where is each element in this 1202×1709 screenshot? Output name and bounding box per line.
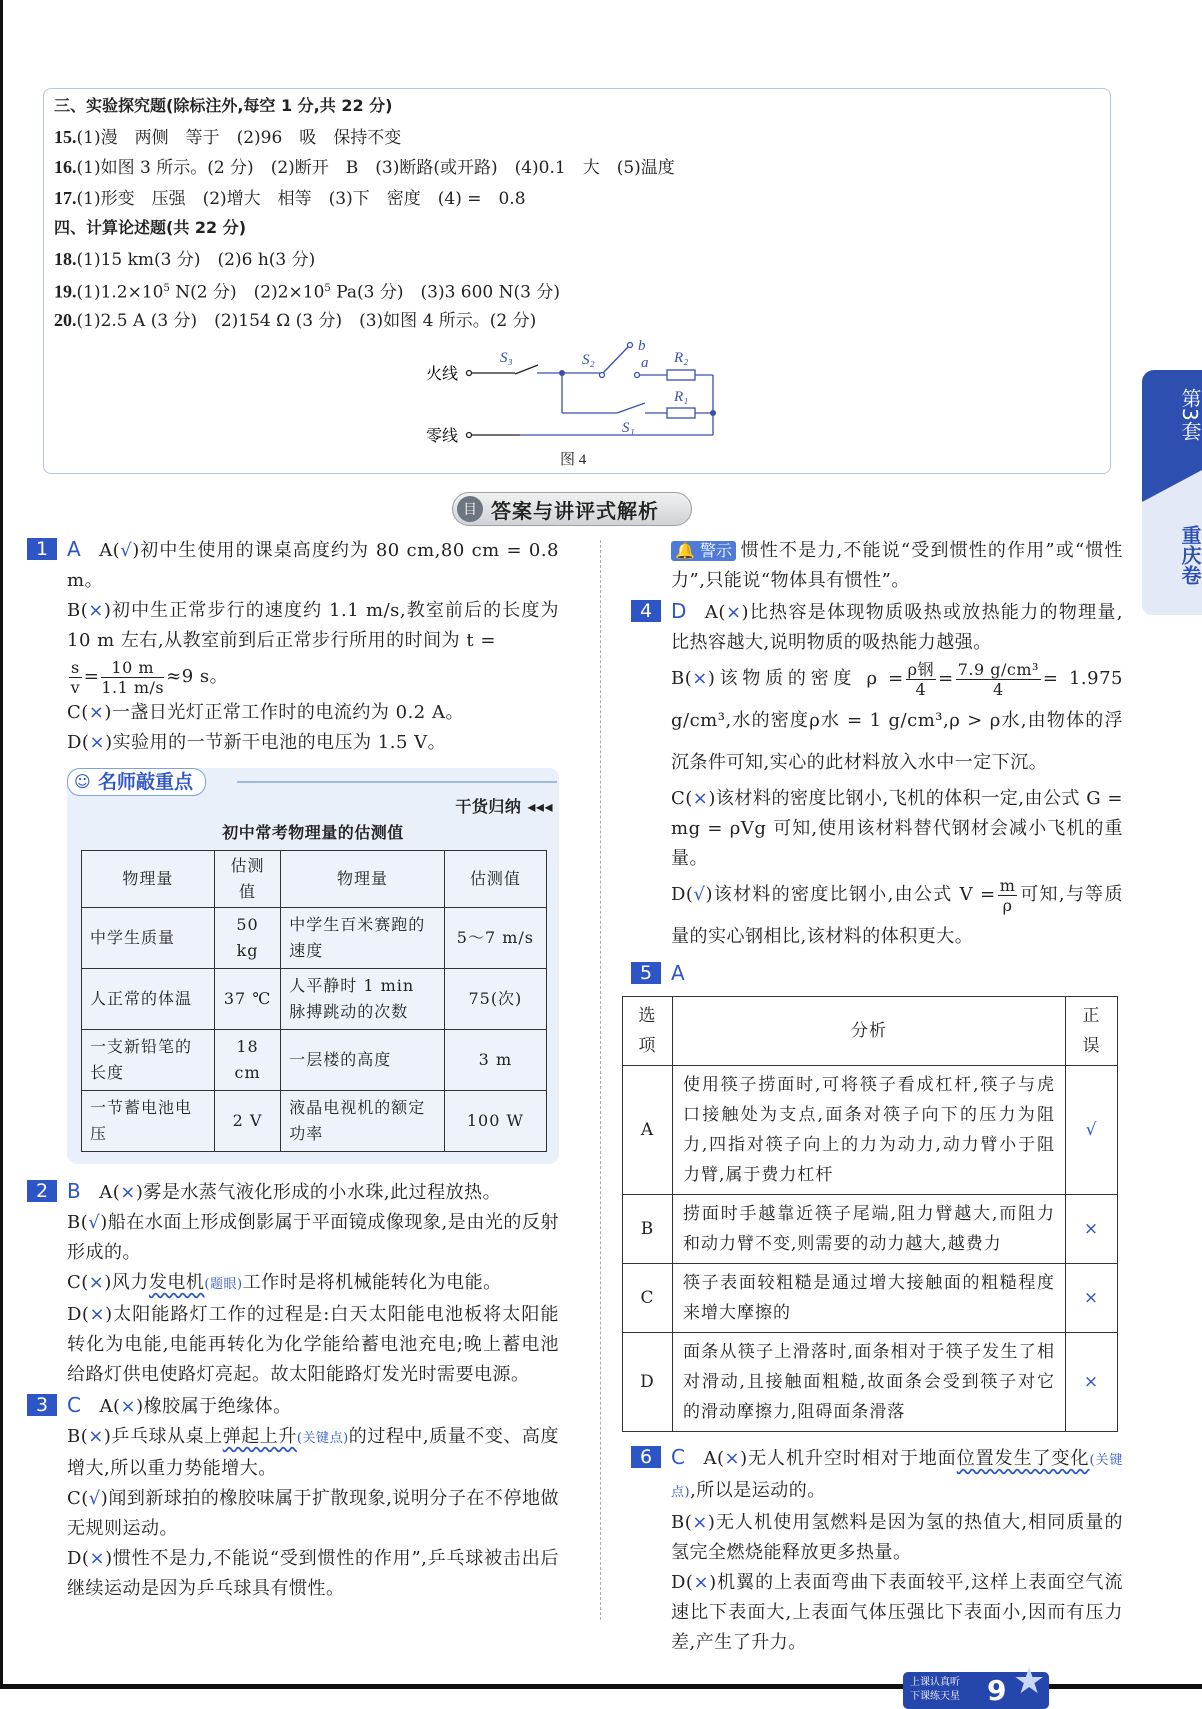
banner-title: 答案与讲评式解析 (491, 498, 659, 523)
answer-line (54, 183, 1110, 214)
denominator: ρ (1002, 895, 1013, 915)
column-header: 物理量 (281, 851, 445, 908)
cross-icon: × (89, 1304, 106, 1325)
table-cell: 100 W (444, 1091, 546, 1152)
numerator: ρ钢 (907, 659, 935, 679)
fraction (101, 658, 164, 697)
table-cell: 液晶电视机的额定功率 (281, 1091, 445, 1152)
explanation-text: )机翼的上表面弯曲下表面较平,这样上表面空气流速比下表面大,上表面气体压强比下表面小,因而有压力差,产生了升力。 (671, 1572, 1123, 1653)
star-mascot-icon: ★ (1013, 1661, 1046, 1702)
answer-line (54, 274, 1110, 305)
check-icon: √ (1066, 1066, 1118, 1195)
cross-icon: × (724, 1448, 741, 1469)
option-label: D( (67, 1548, 90, 1569)
resistor-r2-icon (667, 370, 695, 380)
question-number: 16. (54, 157, 77, 177)
check-icon: √ (88, 1488, 101, 1509)
answer-text: (1)1.2×10 (76, 282, 164, 303)
explanation-text: )雾是水蒸气液化形成的小水珠,此过程放热。 (135, 1182, 502, 1203)
switch-s3-icon (515, 365, 538, 374)
table-cell: 18 cm (214, 1030, 280, 1091)
left-column (35, 534, 559, 1604)
explanation-text: )该物质的密度 ρ = (707, 668, 904, 689)
answer-line (54, 305, 1110, 336)
answer-text: N(2 分) (2)2×10 (169, 282, 325, 303)
option-label: D( (67, 1304, 90, 1325)
denominator: 4 (992, 679, 1004, 699)
table-header-row (623, 997, 1118, 1066)
question-number: 15. (54, 126, 77, 147)
cross-icon: × (88, 1272, 105, 1293)
cross-icon: × (692, 788, 709, 809)
question-6-explanation (639, 1442, 1123, 1658)
switch-s1-icon (617, 403, 645, 413)
explanation-text: )橡胶属于绝缘体。 (136, 1396, 292, 1417)
explanation-text: )惯性不是力,不能说“受到惯性的作用”,乒乓球被击出后继续运动是因为乒乓球具有惯性。 (67, 1548, 559, 1599)
explanation-text: )实验用的一节新干电池的电压为 1.5 V。 (105, 732, 447, 753)
warning-label-text: 警示 (700, 541, 733, 560)
question-badge: 2 (27, 1180, 57, 1202)
option-label: C( (67, 1272, 89, 1293)
explanation-text: 的过程中,质量不变、高度增大,所以重力势能增大。 (67, 1426, 559, 1479)
cross-icon: × (1066, 1333, 1118, 1432)
option-label: C( (67, 1488, 89, 1509)
exponent: 5 (324, 283, 331, 294)
warning-note (671, 536, 1123, 596)
question-1-explanation (35, 534, 559, 758)
r2-label: R₂ (674, 350, 689, 366)
check-icon: √ (693, 884, 706, 905)
table-cell: 一层楼的高度 (281, 1030, 445, 1091)
explanation-text: )闻到新球拍的橡胶味属于扩散现象,说明分子在不停地做无规则运动。 (67, 1488, 559, 1539)
option-label: A( (99, 1182, 121, 1203)
question-badge: 4 (631, 600, 661, 622)
fraction (998, 876, 1018, 915)
cross-icon: × (692, 668, 708, 689)
cross-icon: × (88, 702, 105, 723)
table-cell: 一节蓄电池电压 (82, 1091, 215, 1152)
answer-line (54, 122, 1110, 153)
table-row (82, 1030, 547, 1091)
option-label: B( (67, 600, 89, 621)
table-cell: 人平静时 1 min 脉搏跳动的次数 (281, 969, 445, 1030)
table-cell: 75(次) (444, 969, 546, 1030)
table-cell: 一支新铅笔的长度 (82, 1030, 215, 1091)
terminal-icon (467, 433, 472, 438)
resistor-r1-icon (667, 408, 695, 418)
document-icon: 目 (457, 496, 483, 522)
section-heading: 四、计算论述题(共 22 分) (54, 218, 247, 237)
table-cell: 5～7 m/s (444, 908, 546, 969)
question-number: 20. (54, 309, 77, 330)
numerator: m (999, 875, 1016, 895)
cross-icon: × (693, 1572, 710, 1593)
slogan-line: 下课练天星 (910, 1691, 960, 1702)
right-column (638, 536, 1123, 1709)
cross-icon: × (120, 1396, 137, 1417)
analysis-cell: 使用筷子捞面时,可将筷子看成杠杆,筷子与虎口接触处为支点,面条对筷子向下的压力为阻力,四指对筷子向上的力为动力,动力臂小于阻力臂,属于费力杠杆 (672, 1066, 1065, 1195)
cross-icon: × (88, 1426, 104, 1447)
answer-text: (1)2.5 A (3 分) (2)154 Ω (3 分) (3)如图 4 所示。(2 分) (76, 310, 537, 331)
table-row (82, 908, 547, 969)
option-label: D( (671, 884, 694, 905)
option-label: B( (67, 1426, 89, 1447)
table-row (623, 1066, 1118, 1195)
explanation-text: )船在水面上形成倒影属于平面镜成像现象,是由光的反射形成的。 (67, 1212, 559, 1263)
option-label: B( (671, 1512, 693, 1533)
slogan-line: 上课认真听 (910, 1677, 960, 1688)
table-title: 初中常考物理量的估测值 (222, 823, 404, 842)
fraction (69, 658, 82, 697)
question-badge: 1 (27, 538, 57, 560)
answer-letter: B (67, 1179, 82, 1203)
fraction (956, 660, 1041, 699)
cross-icon: × (89, 732, 106, 753)
table-header-row (82, 851, 547, 908)
cross-icon: × (120, 1182, 136, 1203)
option-label: D( (671, 1572, 694, 1593)
explanation-text: 工作时是将机械能转化为电能。 (242, 1272, 502, 1293)
set-tab (1142, 370, 1202, 615)
explanation-text: )太阳能路灯工作的过程是:白天太阳能电池板将太阳能转化为电能,电能再转化为化学能给蓄电池充电;晚上蓄电池给路灯供电使路灯亮起。故太阳能路灯发光时需要电源。 (67, 1304, 559, 1385)
explanation-text: )一盏日光灯正常工作时的电流约为 0.2 A。 (104, 702, 464, 723)
explanation-text: = 1.975 g/cm³,水的密度ρ水 = 1 g/cm³,ρ > ρ水,由物体的浮沉条件可知,实心的此材料放入水中一定下沉。 (671, 668, 1123, 773)
key-phrase: 发电机 (148, 1272, 205, 1293)
cross-icon: × (1066, 1264, 1118, 1333)
page-edge (0, 0, 3, 1689)
option-label: A( (704, 602, 726, 623)
explanation-text: ≈9 s。 (166, 666, 229, 687)
table-cell: 中学生质量 (82, 908, 215, 969)
column-header: 选项 (623, 997, 673, 1066)
set-number: 第3套 (1178, 388, 1202, 441)
answer-text: (1)漫 两侧 等于 (2)96 吸 保持不变 (76, 127, 402, 148)
check-icon: √ (120, 540, 133, 561)
warning-text: 惯性不是力,不能说“受到惯性的作用”或“惯性力”,只能说“物体具有惯性”。 (671, 540, 1123, 591)
column-divider (600, 540, 601, 1620)
table-cell: 3 m (444, 1030, 546, 1091)
numerator: 7.9 g/cm³ (957, 659, 1039, 679)
answer-letter: A (67, 537, 82, 561)
denominator: v (70, 677, 81, 697)
summary-tag: 干货归纳 ◂◂◂ (455, 797, 553, 816)
teacher-icon: ☺ (74, 772, 91, 791)
live-wire-label: 火线 (426, 366, 459, 383)
analysis-cell: 捞面时手越靠近筷子尾端,阻力臂越大,而阻力和动力臂不变,则需要的动力越大,越费力 (672, 1195, 1065, 1264)
table-row (82, 1091, 547, 1152)
answer-text: Pa(3 分) (3)3 600 N(3 分) (330, 282, 561, 303)
a-label: a (641, 355, 649, 371)
annotation-note: (题眼) (204, 1277, 243, 1292)
column-header: 估测值 (444, 851, 546, 908)
page-footer-badge (903, 1661, 1049, 1709)
explanation-text: ,所以是运动的。 (690, 1480, 826, 1501)
option-label: B( (67, 1212, 89, 1233)
table-cell: 中学生百米赛跑的速度 (281, 908, 445, 969)
answer-letter: D (671, 599, 687, 623)
explanation-text: 可知,与等质量的实心钢相比,该材料的体积更大。 (671, 884, 1123, 947)
explanation-text: )无人机使用氢燃料是因为氢的热值大,相同质量的氢完全燃烧能释放更多热量。 (671, 1512, 1123, 1563)
question-2-explanation (35, 1176, 559, 1390)
question-badge: 6 (631, 1446, 661, 1468)
cross-icon: × (725, 602, 742, 623)
option-cell: A (623, 1066, 673, 1195)
paper-name: 重庆卷 (1178, 525, 1202, 585)
analysis-cell: 面条从筷子上滑落时,面条相对于筷子发生了相对滑动,且接触面粗糙,故面条会受到筷子对它的滑动摩擦力,阻碍面条滑落 (672, 1333, 1065, 1432)
question-badge: 5 (631, 962, 661, 984)
question-number: 19. (54, 281, 77, 302)
table-cell: 2 V (214, 1091, 280, 1152)
table-cell: 人正常的体温 (82, 969, 215, 1030)
cross-icon: × (89, 1548, 106, 1569)
answer-letter: A (671, 961, 686, 985)
denominator: 4 (915, 679, 927, 699)
numerator: s (71, 657, 80, 677)
check-icon: √ (88, 1212, 101, 1233)
explanation-text: )初中生使用的课桌高度约为 80 cm,80 cm = 0.8 m。 (67, 540, 559, 591)
option-cell: D (623, 1333, 673, 1432)
section-banner (452, 492, 692, 526)
annotation-note: (关键点) (296, 1431, 349, 1446)
option-label: D( (67, 732, 90, 753)
s1-label: S₁ (622, 420, 635, 436)
option-label: C( (67, 702, 89, 723)
explanation-text: )该材料的密度比钢小,飞机的体积一定,由公式 G = mg = ρVg 可知,使用该材料替代钢材会减小飞机的重量。 (671, 788, 1123, 869)
explanation-text: )乒乓球从桌上 (103, 1426, 223, 1447)
answer-letter: C (67, 1393, 82, 1417)
answer-letter: C (671, 1445, 686, 1469)
table-row (623, 1333, 1118, 1432)
estimation-table (81, 850, 547, 1152)
fraction (906, 660, 936, 699)
key-points-title (67, 768, 206, 796)
question-3-explanation (35, 1390, 559, 1604)
key-phrase: 位置发生了变化 (956, 1448, 1090, 1469)
explanation-text: )无人机升空时相对于地面 (740, 1448, 957, 1469)
warning-label: 🔔 警示 (671, 541, 736, 561)
numerator: 10 m (101, 658, 164, 678)
analysis-table (622, 996, 1118, 1432)
r1-label: R₁ (674, 389, 689, 405)
answer-line (54, 244, 1110, 275)
table-cell: 50 kg (214, 908, 280, 969)
answer-text: (1)15 km(3 分) (2)6 h(3 分) (76, 249, 316, 270)
question-number: 17. (54, 187, 77, 208)
explanation-text: )初中生正常步行的速度约 1.1 m/s,教室前后的长度为 10 m 左右,从教室前到后正常步行所用的时间为 t = (67, 600, 559, 651)
cross-icon: × (692, 1512, 708, 1533)
table-row (82, 969, 547, 1030)
option-label: A( (703, 1448, 725, 1469)
annotation-note: (关键点) (671, 1453, 1123, 1500)
explanation-text: )比热容是体现物质吸热或放热能力的物理量,比热容越大,说明物质的吸热能力越强。 (671, 602, 1123, 653)
explanation-text: )该材料的密度比钢小,由公式 V = (705, 884, 996, 905)
cross-icon: × (1066, 1195, 1118, 1264)
option-label: A( (99, 1396, 121, 1417)
option-label: B( (671, 668, 693, 689)
exponent: 5 (163, 283, 170, 294)
table-cell: 37 ℃ (214, 969, 280, 1030)
question-badge: 3 (27, 1394, 57, 1416)
column-header: 估测值 (214, 851, 280, 908)
answer-text: (1)形变 压强 (2)增大 相等 (3)下 密度 (4) = 0.8 (76, 188, 526, 209)
explanation-text: )风力 (104, 1272, 149, 1293)
answer-line (54, 152, 1110, 183)
figure-caption: 图 4 (560, 452, 587, 468)
section-heading: 三、实验探究题(除标注外,每空 1 分,共 22 分) (54, 96, 393, 115)
analysis-cell: 筷子表面较粗糙是通过增大接触面的粗糙程度来增大摩擦的 (672, 1264, 1065, 1333)
s2-label: S₂ (582, 352, 595, 368)
s3-label: S₃ (500, 350, 513, 366)
option-cell: B (623, 1195, 673, 1264)
column-header: 分析 (672, 997, 1065, 1066)
column-header: 正误 (1066, 997, 1118, 1066)
question-number: 18. (54, 248, 77, 269)
switch-s2-icon (603, 347, 628, 373)
cross-icon: × (88, 600, 104, 621)
answer-text: (1)如图 3 所示。(2 分) (2)断开 B (3)断路(或开路) (4)0.1 大 (5)温度 (76, 158, 675, 178)
option-label: A( (99, 540, 121, 561)
denominator: 1.1 m/s (101, 677, 165, 697)
option-cell: C (623, 1264, 673, 1333)
key-phrase: 弹起上升 (222, 1426, 297, 1447)
circuit-diagram-figure-4 (400, 340, 730, 470)
equals: = (938, 668, 954, 689)
neutral-wire-label: 零线 (426, 428, 459, 445)
page-number: 9 (987, 1674, 1007, 1707)
question-4-explanation (639, 596, 1123, 958)
equals: = (83, 666, 100, 687)
terminal-icon (467, 371, 472, 376)
option-label: C( (671, 788, 693, 809)
teacher-key-points-box (67, 768, 559, 1164)
table-row (623, 1264, 1118, 1333)
b-label: b (638, 340, 646, 354)
question-5-answer (638, 958, 1123, 1442)
key-points-title-text: 名师敲重点 (98, 771, 194, 793)
column-header: 物理量 (82, 851, 215, 908)
table-row (623, 1195, 1118, 1264)
